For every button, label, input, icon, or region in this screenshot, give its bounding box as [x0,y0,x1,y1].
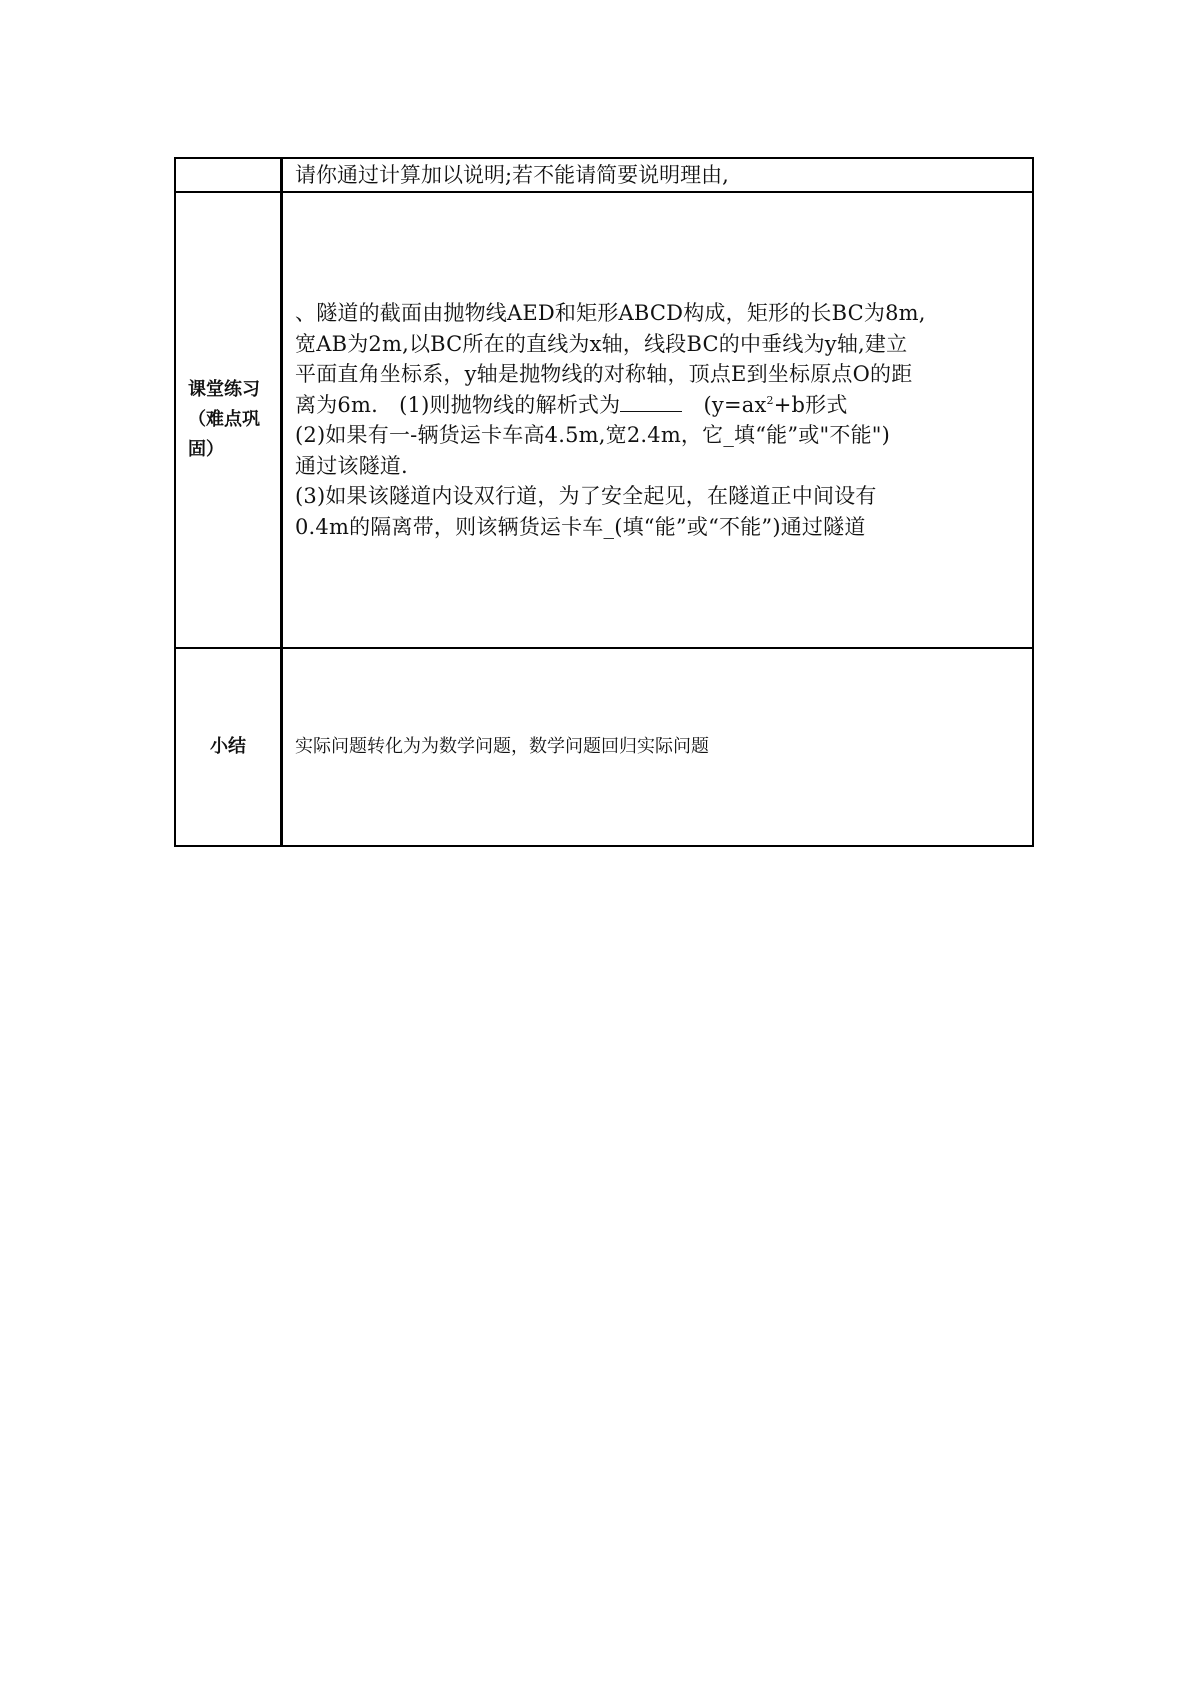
tunnel-problem [283,298,1032,542]
problem-line: 宽AB为2m,以BC所在的直线为x轴，线段BC的中垂线为y轴,建立 [295,331,908,356]
row-content [282,648,1034,846]
continuation-text: 请你通过计算加以说明;若不能请简要说明理由, [295,163,729,187]
formula-text: (y=ax [703,392,767,417]
problem-line: (3)如果该隧道内设双行道，为了安全起见，在隧道正中间设有 [295,484,877,508]
problem-line: (2)如果有一-辆货运卡车高4.5m,宽2.4m，它_填“能”或"不能") [295,423,891,447]
problem-line: 0.4m的隔离带，则该辆货运卡车_(填“能”或“不能”)通过隧道 [295,514,866,539]
summary-label: 小结 [210,736,246,757]
problem-line: 通过该隧道. [295,453,408,478]
table-row [175,158,1033,192]
question-1-text: 离为6m. (1)则抛物线的解析式为 [295,392,621,417]
summary-text: 实际问题转化为为数学问题，数学问题回归实际问题 [295,736,709,757]
row-content [282,192,1034,648]
lesson-table [174,157,1034,847]
problem-line: 、隧道的截面由抛物线AED和矩形ABCD构成，矩形的长BC为8m, [295,301,926,325]
answer-blank [620,393,682,412]
table-row [175,192,1033,648]
row-label-empty [175,158,282,192]
formula-exponent: 2 [766,393,774,407]
problem-line [295,390,1020,421]
classroom-practice-label: 课堂练习（难点巩固） [188,379,260,460]
formula-tail: +b形式 [773,392,848,417]
row-content [282,158,1034,192]
table-row [175,648,1033,846]
row-label-cell [175,648,282,846]
row-label-cell [175,192,282,648]
problem-line: 平面直角坐标系，y轴是抛物线的对称轴，顶点E到坐标原点O的距 [295,362,913,386]
